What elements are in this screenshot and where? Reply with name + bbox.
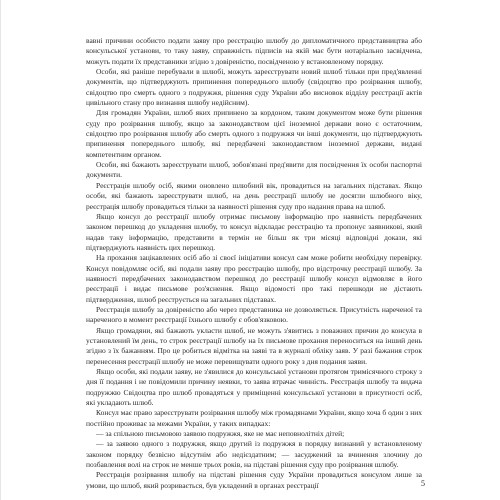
body-text	[86, 36, 422, 491]
list-item: — за спільною письмовою заявою подружжя, яке не має неповнолітніх дітей;	[96, 429, 345, 439]
list-item: — за заявою одного з подружжя, якщо другий із подружжя в порядку визнаний у встановленому законом порядку безвісно відсутнім або недієздатним; — засуджений за вчинення злочину до позбавлення волі на строк не менше трьох років, на підставі рішення суду про розірвання шлюбу.	[86, 439, 422, 470]
paragraph: Особи, які бажають зареєструвати шлюб, зобов'язані пред'явити для посвідчення їх особи паспортні документи.	[86, 160, 422, 180]
paragraph: Якщо громадяни, які бажають укласти шлюб, не можуть з'явитись з поважних причин до консула в установлений їм день, то строк реєстрації шлюбу на їх письмове прохання переноситься на інший день згідно з їх бажанням. Про це робиться відмітка на заяві та в журналі обліку заяв. У разі бажання строк перенесення реєстрації шлюбу не може перевищувати одного року з дня подання заяви.	[86, 325, 422, 366]
paragraph: вавні причини особисто подати заяву про реєстрацію шлюбу до дипломатичного представництва або консульської установи, то таку заяву, справжність підписів на якій має бути нотаріально засвідчена, можуть подати їх представники згідно з довіреністю, посвідченою у встановленому порядку.	[86, 36, 422, 66]
paragraph: Якщо консул до реєстрації шлюбу отримає письмову інформацію про наявність передбачених законом перешкод до укладення шлюбу, то консул відкладає реєстрацію та пропонує заявникові, який надав таку інформацію, представити в термін не більш як три місяці відповідні докази, які підтверджують наявність цих перешкод.	[86, 211, 422, 252]
paragraph: Реєстрація розірвання шлюбу на підставі рішення суду України провадиться консулом лише за умови, що шлюб, який розривається, був укладений в органах реєстрації	[86, 470, 422, 490]
paragraph: Для громадян України, шлюб яких припинено за кордоном, таким документом може бути рішення суду про розірвання шлюбу, якщо за законодавством цієї іноземної держави воно є остаточним, свідоцтво про розірвання шлюбу або смерть одного з подружжя чи інші документи, що підтверджують припинення попереднього шлюбу, які передбачені законодавством іноземної держави, видані компетентним органом.	[86, 108, 422, 159]
paragraph: Особи, які раніше перебували в шлюбі, можуть зареєструвати новий шлюб тільки при пред'явленні документів, що підтверджують припинення попереднього шлюбу (свідоцтво про розірвання шлюбу, свідоцтво про смерть одного з подружжя, рішення суду України або висновок відділу реєстрації актів цивільного стану про визнання шлюбу недійсним).	[86, 67, 422, 108]
paragraph: Консул має право зареєструвати розірвання шлюбу між громадянами України, якщо хоча б один з них постійно проживає за межами України, у таких випадках:	[86, 408, 422, 428]
paragraph: Якщо особи, які подали заяву, не з'явилися до консульської установи протягом тримісячного строку з дня її подання і не повідомили причину неявки, то заява втрачає чинність. Реєстрація шлюбу та видача подружжю Свідоцтва про шлюб провадяться у приміщенні консульської установи в присутності осіб, які укладають шлюб.	[86, 367, 422, 408]
paragraph: На прохання зацікавлених осіб або зі своєї ініціативи консул сам може робити необхідну перевірку. Консул повідомляє осіб, які подали заяву про реєстрацію шлюбу, про відстрочку реєстрації шлюбу. За наявності передбачених законодавством перешкод до реєстрації шлюбу консул відмовляє в його реєстрації і видає письмове роз'яснення. Якщо відомості про такі перешкоди не дістають підтвердження, шлюб реєструється на загальних підставах.	[86, 253, 422, 304]
paragraph: Реєстрація шлюбу за довіреністю або через представника не дозволяється. Присутність нареченої та нареченого в момент реєстрації їхнього шлюбу є обов'язковою.	[86, 304, 422, 325]
page-number: 5	[421, 479, 425, 488]
paragraph: Реєстрація шлюбу осіб, якими оновлено шлюбний вік, провадиться на загальних підставах. Якщо особи, які бажають зареєструвати шлюб, на день реєстрації шлюбу не досягли шлюбного віку, реєстрація шлюбу провадиться тільки за наявності рішення суду про надання права на шлюб.	[86, 180, 422, 211]
